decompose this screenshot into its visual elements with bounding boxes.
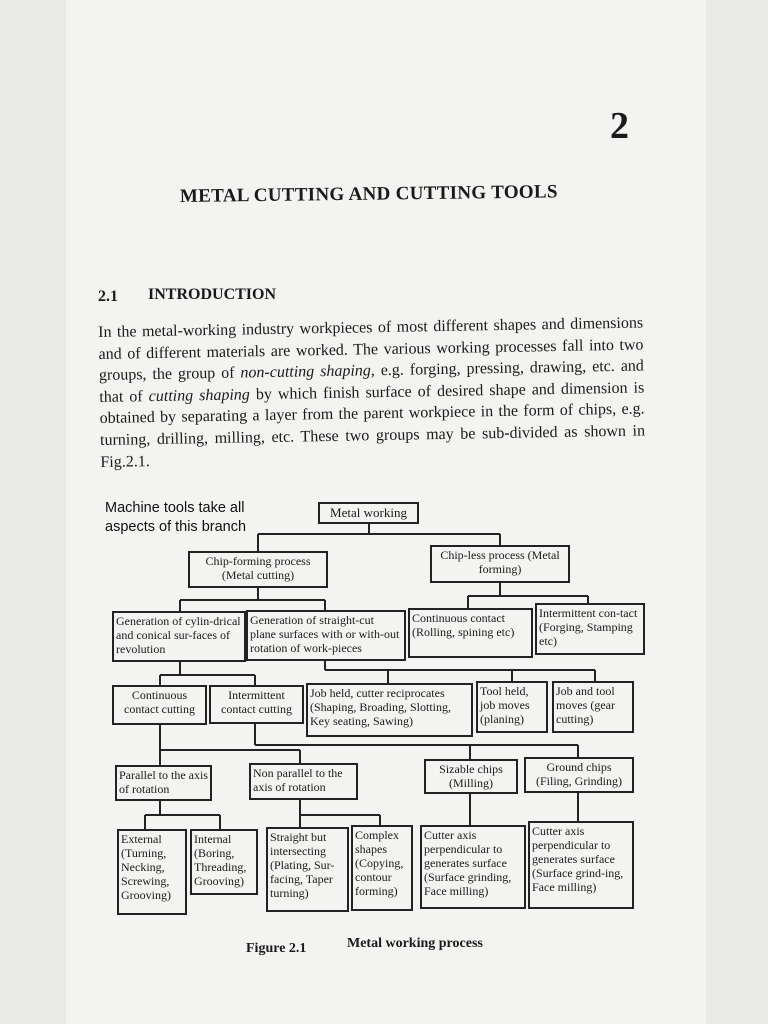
figure-caption: Metal working process [347,936,483,951]
node-ground-chips: Ground chips (Filing, Grinding) [524,757,634,793]
figure-label: Figure 2.1 [246,941,307,956]
node-surface-grinding-2: Cutter axis perpendicular to generates surface (Surface grind-ing, Face milling) [528,821,634,909]
node-non-parallel-axis: Non parallel to the axis of rotation [249,763,358,800]
section-title: INTRODUCTION [148,286,277,303]
italic-term-2: cutting shaping [148,386,250,405]
node-metal-working: Metal working [318,502,419,524]
node-chip-forming: Chip-forming process (Metal cutting) [188,551,328,588]
node-plane-surfaces: Generation of straight-cut plane surfaces with or with-out rotation of work-pieces [246,610,406,661]
intro-paragraph: In the metal-working industry workpieces of most different shapes and dimensions and of different materials are worked. The various working processes fall into two groups, the group of non-cutting shaping, e.g. forging, pressing, drawing, etc. and that of cutting shaping by which finish surface of desired shape and dimension is obtained by separating a layer from the parent workpiece in the form of chips, e.g. turning, drilling, milling, etc. These two groups may be sub-divided as shown in Fig.2.1. [98,314,646,471]
node-complex-shapes: Complex shapes (Copying, contour forming) [351,825,413,911]
node-intermittent-contact: Intermittent con-tact (Forging, Stamping etc) [535,603,645,655]
handwritten-note: Machine tools take all aspects of this branch [105,500,247,535]
node-job-and-tool: Job and tool moves (gear cutting) [552,681,634,733]
node-tool-held: Tool held, job moves (planing) [476,681,548,733]
node-straight-intersecting: Straight but intersecting (Plating, Sur-facing, Taper turning) [266,827,349,912]
node-internal: Internal (Boring, Threading, Grooving) [190,829,258,895]
node-chip-less: Chip-less process (Metal forming) [430,545,570,583]
node-job-held: Job held, cutter reciprocates (Shaping, Broading, Slotting, Key seating, Sawing) [306,683,473,737]
chapter-number: 2 [610,105,629,147]
node-continuous-contact: Continuous contact (Rolling, spining etc) [408,608,533,658]
italic-term-1: non-cutting shaping [240,362,371,382]
chapter-title: METAL CUTTING AND CUTTING TOOLS [179,181,558,207]
node-parallel-axis: Parallel to the axis of rotation [115,765,212,801]
node-sizable-chips: Sizable chips (Milling) [424,759,518,794]
node-continuous-cutting: Continuous contact cutting [112,685,207,725]
section-number: 2.1 [98,288,118,305]
node-surface-grinding-1: Cutter axis perpendicular to generates surface (Surface grinding, Face milling) [420,825,526,909]
node-intermittent-cutting: Intermittent contact cutting [209,685,304,724]
node-cylindrical-surfaces: Generation of cylin-drical and conical sur-faces of revolution [112,611,246,662]
node-external: External (Turning, Necking, Screwing, Grooving) [117,829,187,915]
